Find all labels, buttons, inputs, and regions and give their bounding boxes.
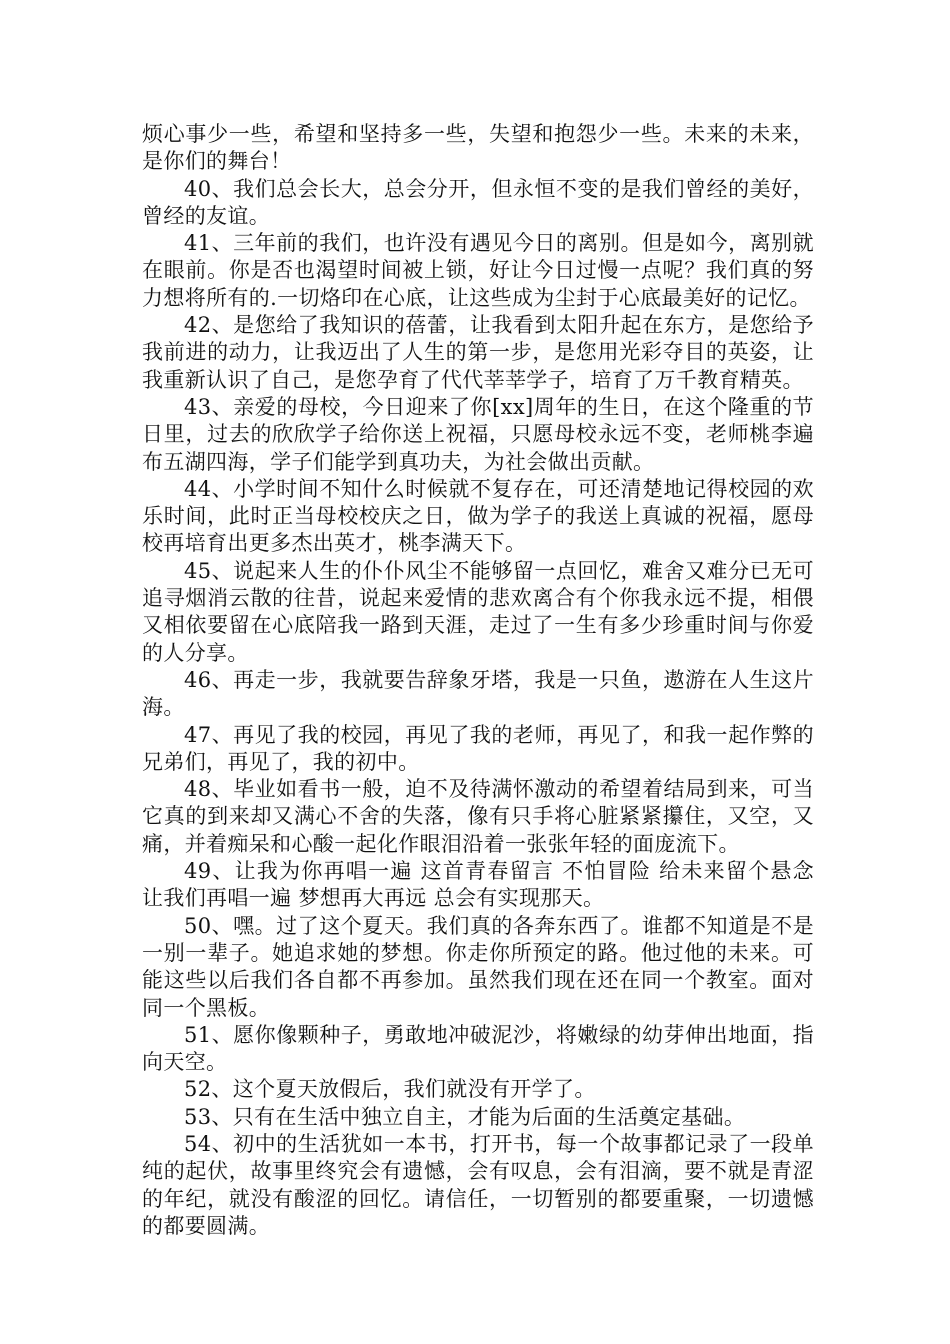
paragraph-40: 40、我们总会长大，总会分开，但永恒不变的是我们曾经的美好，曾经的友谊。 <box>142 176 814 228</box>
paragraph-52: 52、这个夏天放假后，我们就没有开学了。 <box>184 1077 596 1102</box>
paragraph-continued: 烦心事少一些，希望和坚持多一些，失望和抱怨少一些。未来的未来，是你们的舞台！ <box>142 122 814 174</box>
paragraph-47: 47、再见了我的校园，再见了我的老师，再见了，和我一起作弊的兄弟们，再见了，我的初中。 <box>142 722 814 774</box>
paragraph-48: 48、毕业如看书一般，迫不及待满怀激动的希望着结局到来，可当它真的到来却又满心不舍的失落，像有只手将心脏紧紧攥住，又空，又痛，并着痴呆和心酸一起化作眼泪沿着一张张年轻的面庞流下。 <box>142 777 814 856</box>
paragraph-41: 41、三年前的我们，也许没有遇见今日的离别。但是如今，离别就在眼前。你是否也渴望时间被上锁，好让今日过慢一点呢？我们真的努力想将所有的.一切烙印在心底，让这些成为尘封于心底最美好的记忆。 <box>142 231 814 310</box>
paragraph-54: 54、初中的生活犹如一本书，打开书，每一个故事都记录了一段单纯的起伏，故事里终究会有遗憾，会有叹息，会有泪滴，要不就是青涩的年纪，就没有酸涩的回忆。请信任，一切暂别的都要重聚，一切遗憾的都要圆满。 <box>142 1131 814 1238</box>
paragraph-45: 45、说起来人生的仆仆风尘不能够留一点回忆，难舍又难分已无可追寻烟消云散的往昔，说起来爱情的悲欢离合有个你我永远不提，相偎又相依要留在心底陪我一路到天涯，走过了一生有多少珍重时间与你爱的人分享。 <box>142 558 814 665</box>
paragraph-43: 43、亲爱的母校，今日迎来了你[xx]周年的生日，在这个隆重的节日里，过去的欣欣学子给你送上祝福，只愿母校永远不变，老师桃李遍布五湖四海，学子们能学到真功夫，为社会做出贡献。 <box>142 394 814 474</box>
paragraph-49: 49、让我为你再唱一遍 这首青春留言 不怕冒险 给未来留个悬念 让我们再唱一遍 梦想再大再远 总会有实现那天。 <box>142 859 814 911</box>
body-text <box>142 121 814 1240</box>
paragraph-46: 46、再走一步，我就要告辞象牙塔，我是一只鱼，遨游在人生这片海。 <box>142 667 814 720</box>
paragraph-42: 42、是您给了我知识的蓓蕾，让我看到太阳升起在东方，是您给予我前进的动力，让我迈出了人生的第一步，是您用光彩夺目的英姿，让我重新认识了自己，是您孕育了代代莘莘学子，培育了万千教育精英。 <box>142 313 814 392</box>
paragraph-53: 53、只有在生活中独立自主，才能为后面的生活奠定基础。 <box>184 1104 746 1129</box>
paragraph-51: 51、愿你像颗种子，勇敢地冲破泥沙，将嫩绿的幼芽伸出地面，指向天空。 <box>142 1022 814 1075</box>
paragraph-44: 44、小学时间不知什么时候就不复存在，可还清楚地记得校园的欢乐时间，此时正当母校校庆之日，做为学子的我送上真诚的祝福，愿母校再培育出更多杰出英才，桃李满天下。 <box>142 476 814 556</box>
paragraph-50: 50、嘿。过了这个夏天。我们真的各奔东西了。谁都不知道是不是一别一辈子。她追求她的梦想。你走你所预定的路。他过他的未来。可能这些以后我们各自都不再参加。虽然我们现在还在同一个教室。面对同一个黑板。 <box>142 913 814 1020</box>
